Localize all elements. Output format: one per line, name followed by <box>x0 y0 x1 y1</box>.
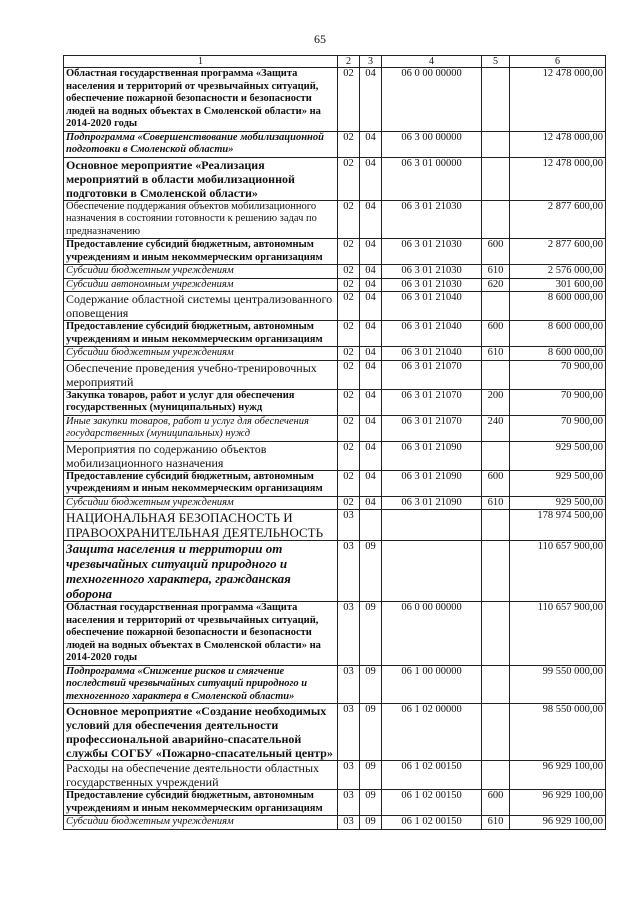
target-article-cell: 06 3 01 21040 <box>382 347 482 361</box>
target-article-cell: 06 3 01 21070 <box>382 389 482 415</box>
table-row <box>64 541 606 602</box>
section-code-cell: 02 <box>338 68 360 132</box>
amount-cell: 96 929 100,00 <box>510 790 606 816</box>
section-code-cell: 02 <box>338 389 360 415</box>
amount-cell: 301 600,00 <box>510 278 606 292</box>
amount-cell: 96 929 100,00 <box>510 816 606 830</box>
target-article-cell: 06 3 00 00000 <box>382 131 482 157</box>
table-row <box>64 321 606 347</box>
section-code-cell: 03 <box>338 761 360 790</box>
target-article-cell: 06 1 02 00150 <box>382 790 482 816</box>
expense-type-cell <box>482 602 510 666</box>
amount-cell: 70 900,00 <box>510 389 606 415</box>
table-row <box>64 278 606 292</box>
amount-cell: 178 974 500,00 <box>510 510 606 541</box>
target-article-cell: 06 3 01 21030 <box>382 239 482 265</box>
target-article-cell: 06 3 01 00000 <box>382 157 482 200</box>
subsection-code-cell: 04 <box>360 360 382 389</box>
amount-cell: 98 550 000,00 <box>510 704 606 761</box>
expense-type-cell <box>482 157 510 200</box>
expense-type-cell: 600 <box>482 321 510 347</box>
expense-type-cell <box>482 665 510 704</box>
table-row <box>64 68 606 132</box>
row-name-cell: Основное мероприятие «Создание необходимых условий для обеспечения деятельности профессиональной аварийно-спасательной службы СОГБУ «Пожарно-спасательный центр» <box>64 704 338 761</box>
amount-cell: 2 877 600,00 <box>510 239 606 265</box>
amount-cell: 8 600 000,00 <box>510 347 606 361</box>
target-article-cell: 06 0 00 00000 <box>382 602 482 666</box>
section-code-cell: 03 <box>338 510 360 541</box>
target-article-cell: 06 1 02 00000 <box>382 704 482 761</box>
row-name-cell: Субсидии автономным учреждениям <box>64 278 338 292</box>
amount-cell: 70 900,00 <box>510 360 606 389</box>
expense-type-cell <box>482 200 510 239</box>
row-name-cell: Предоставление субсидий бюджетным, автономным учреждениям и иным некоммерческим организациям <box>64 239 338 265</box>
section-code-cell: 03 <box>338 541 360 602</box>
subsection-code-cell: 09 <box>360 665 382 704</box>
section-code-cell: 02 <box>338 415 360 441</box>
expense-type-cell <box>482 360 510 389</box>
row-name-cell: Субсидии бюджетным учреждениям <box>64 816 338 830</box>
header-cell: 2 <box>338 56 360 68</box>
expense-type-cell <box>482 761 510 790</box>
section-code-cell: 02 <box>338 278 360 292</box>
header-row <box>64 56 606 68</box>
subsection-code-cell: 04 <box>360 441 382 470</box>
section-code-cell: 02 <box>338 321 360 347</box>
amount-cell: 929 500,00 <box>510 441 606 470</box>
table-row <box>64 415 606 441</box>
section-code-cell: 03 <box>338 790 360 816</box>
subsection-code-cell: 04 <box>360 265 382 279</box>
table-row <box>64 360 606 389</box>
section-code-cell: 02 <box>338 470 360 496</box>
amount-cell: 96 929 100,00 <box>510 761 606 790</box>
row-name-cell: Субсидии бюджетным учреждениям <box>64 496 338 510</box>
section-code-cell: 02 <box>338 131 360 157</box>
subsection-code-cell: 04 <box>360 278 382 292</box>
subsection-code-cell: 09 <box>360 602 382 666</box>
target-article-cell: 06 1 02 00150 <box>382 761 482 790</box>
section-code-cell: 03 <box>338 704 360 761</box>
row-name-cell: Областная государственная программа «Защита населения и территорий от чрезвычайных ситуаций, обеспечение пожарной безопасности и безопасности людей на водных объектах в Смоленской области» на 2014-2020 годы <box>64 68 338 132</box>
target-article-cell: 06 3 01 21090 <box>382 496 482 510</box>
expense-type-cell: 200 <box>482 389 510 415</box>
row-name-cell: Предоставление субсидий бюджетным, автономным учреждениям и иным некоммерческим организациям <box>64 470 338 496</box>
expense-type-cell: 610 <box>482 265 510 279</box>
target-article-cell: 06 1 00 00000 <box>382 665 482 704</box>
target-article-cell: 06 3 01 21070 <box>382 360 482 389</box>
row-name-cell: Подпрограмма «Совершенствование мобилизационной подготовки в Смоленской области» <box>64 131 338 157</box>
row-name-cell: Подпрограмма «Снижение рисков и смягчение последствий чрезвычайных ситуаций природного и техногенного характера в Смоленской области» <box>64 665 338 704</box>
expense-type-cell: 620 <box>482 278 510 292</box>
subsection-code-cell: 04 <box>360 415 382 441</box>
section-code-cell: 02 <box>338 496 360 510</box>
row-name-cell: Защита населения и территории от чрезвычайных ситуаций природного и техногенного характера, гражданская оборона <box>64 541 338 602</box>
row-name-cell: Содержание областной системы централизованного оповещения <box>64 292 338 321</box>
header-cell: 3 <box>360 56 382 68</box>
section-code-cell: 02 <box>338 265 360 279</box>
expense-type-cell: 600 <box>482 470 510 496</box>
expense-type-cell <box>482 68 510 132</box>
subsection-code-cell: 04 <box>360 68 382 132</box>
expense-type-cell: 600 <box>482 790 510 816</box>
subsection-code-cell: 09 <box>360 704 382 761</box>
subsection-code-cell: 09 <box>360 790 382 816</box>
target-article-cell: 06 0 00 00000 <box>382 68 482 132</box>
subsection-code-cell: 04 <box>360 157 382 200</box>
expense-type-cell <box>482 704 510 761</box>
header-cell: 6 <box>510 56 606 68</box>
row-name-cell: Предоставление субсидий бюджетным, автономным учреждениям и иным некоммерческим организациям <box>64 321 338 347</box>
expense-type-cell <box>482 292 510 321</box>
subsection-code-cell: 09 <box>360 541 382 602</box>
section-code-cell: 02 <box>338 360 360 389</box>
row-name-cell: Обеспечение проведения учебно-тренировочных мероприятий <box>64 360 338 389</box>
table-row <box>64 239 606 265</box>
subsection-code-cell: 04 <box>360 131 382 157</box>
subsection-code-cell: 04 <box>360 200 382 239</box>
row-name-cell: Субсидии бюджетным учреждениям <box>64 265 338 279</box>
amount-cell: 70 900,00 <box>510 415 606 441</box>
row-name-cell: Областная государственная программа «Защита населения и территорий от чрезвычайных ситуаций, обеспечение пожарной безопасности и безопасности людей на водных объектах в Смоленской области» на 2014-2020 годы <box>64 602 338 666</box>
table-row <box>64 470 606 496</box>
row-name-cell: Предоставление субсидий бюджетным, автономным учреждениям и иным некоммерческим организациям <box>64 790 338 816</box>
row-name-cell: Расходы на обеспечение деятельности областных государственных учреждений <box>64 761 338 790</box>
expense-type-cell: 610 <box>482 347 510 361</box>
subsection-code-cell: 04 <box>360 347 382 361</box>
expense-type-cell <box>482 131 510 157</box>
section-code-cell: 02 <box>338 441 360 470</box>
subsection-code-cell: 04 <box>360 389 382 415</box>
subsection-code-cell: 04 <box>360 470 382 496</box>
table-row <box>64 496 606 510</box>
table-row <box>64 200 606 239</box>
row-name-cell: Мероприятия по содержанию объектов мобилизационного назначения <box>64 441 338 470</box>
table-row <box>64 131 606 157</box>
table-row <box>64 704 606 761</box>
row-name-cell: НАЦИОНАЛЬНАЯ БЕЗОПАСНОСТЬ И ПРАВООХРАНИТЕЛЬНАЯ ДЕЯТЕЛЬНОСТЬ <box>64 510 338 541</box>
table-row <box>64 347 606 361</box>
expense-type-cell <box>482 510 510 541</box>
target-article-cell: 06 3 01 21070 <box>382 415 482 441</box>
amount-cell: 929 500,00 <box>510 496 606 510</box>
target-article-cell: 06 3 01 21040 <box>382 321 482 347</box>
section-code-cell: 02 <box>338 157 360 200</box>
budget-table <box>63 55 606 830</box>
target-article-cell: 06 3 01 21030 <box>382 265 482 279</box>
table-row <box>64 510 606 541</box>
row-name-cell: Иные закупки товаров, работ и услуг для обеспечения государственных (муниципальных) нужд <box>64 415 338 441</box>
amount-cell: 8 600 000,00 <box>510 292 606 321</box>
section-code-cell: 03 <box>338 602 360 666</box>
amount-cell: 110 657 900,00 <box>510 541 606 602</box>
expense-type-cell <box>482 441 510 470</box>
table-row <box>64 441 606 470</box>
amount-cell: 110 657 900,00 <box>510 602 606 666</box>
table-row <box>64 389 606 415</box>
target-article-cell <box>382 541 482 602</box>
target-article-cell: 06 3 01 21030 <box>382 200 482 239</box>
table-row <box>64 602 606 666</box>
subsection-code-cell <box>360 510 382 541</box>
target-article-cell: 06 3 01 21030 <box>382 278 482 292</box>
amount-cell: 12 478 000,00 <box>510 68 606 132</box>
table-row <box>64 790 606 816</box>
target-article-cell: 06 1 02 00150 <box>382 816 482 830</box>
subsection-code-cell: 04 <box>360 321 382 347</box>
target-article-cell <box>382 510 482 541</box>
expense-type-cell: 600 <box>482 239 510 265</box>
row-name-cell: Основное мероприятие «Реализация мероприятий в области мобилизационной подготовки в Смоленской области» <box>64 157 338 200</box>
table-row <box>64 157 606 200</box>
amount-cell: 2 877 600,00 <box>510 200 606 239</box>
section-code-cell: 02 <box>338 200 360 239</box>
page-number: 65 <box>314 32 326 46</box>
expense-type-cell: 240 <box>482 415 510 441</box>
expense-type-cell: 610 <box>482 496 510 510</box>
header-cell: 1 <box>64 56 338 68</box>
header-cell: 4 <box>382 56 482 68</box>
amount-cell: 8 600 000,00 <box>510 321 606 347</box>
amount-cell: 929 500,00 <box>510 470 606 496</box>
row-name-cell: Закупка товаров, работ и услуг для обеспечения государственных (муниципальных) нужд <box>64 389 338 415</box>
section-code-cell: 02 <box>338 347 360 361</box>
section-code-cell: 03 <box>338 816 360 830</box>
subsection-code-cell: 09 <box>360 761 382 790</box>
table-row <box>64 816 606 830</box>
subsection-code-cell: 09 <box>360 816 382 830</box>
section-code-cell: 03 <box>338 665 360 704</box>
target-article-cell: 06 3 01 21040 <box>382 292 482 321</box>
expense-type-cell <box>482 541 510 602</box>
expense-type-cell: 610 <box>482 816 510 830</box>
table-row <box>64 292 606 321</box>
target-article-cell: 06 3 01 21090 <box>382 470 482 496</box>
target-article-cell: 06 3 01 21090 <box>382 441 482 470</box>
amount-cell: 99 550 000,00 <box>510 665 606 704</box>
header-cell: 5 <box>482 56 510 68</box>
table-row <box>64 265 606 279</box>
section-code-cell: 02 <box>338 292 360 321</box>
section-code-cell: 02 <box>338 239 360 265</box>
amount-cell: 2 576 000,00 <box>510 265 606 279</box>
amount-cell: 12 478 000,00 <box>510 157 606 200</box>
subsection-code-cell: 04 <box>360 239 382 265</box>
amount-cell: 12 478 000,00 <box>510 131 606 157</box>
table-row <box>64 665 606 704</box>
table-row <box>64 761 606 790</box>
subsection-code-cell: 04 <box>360 496 382 510</box>
row-name-cell: Субсидии бюджетным учреждениям <box>64 347 338 361</box>
subsection-code-cell: 04 <box>360 292 382 321</box>
row-name-cell: Обеспечение поддержания объектов мобилизационного назначения в состоянии готовности к решению задач по предназначению <box>64 200 338 239</box>
